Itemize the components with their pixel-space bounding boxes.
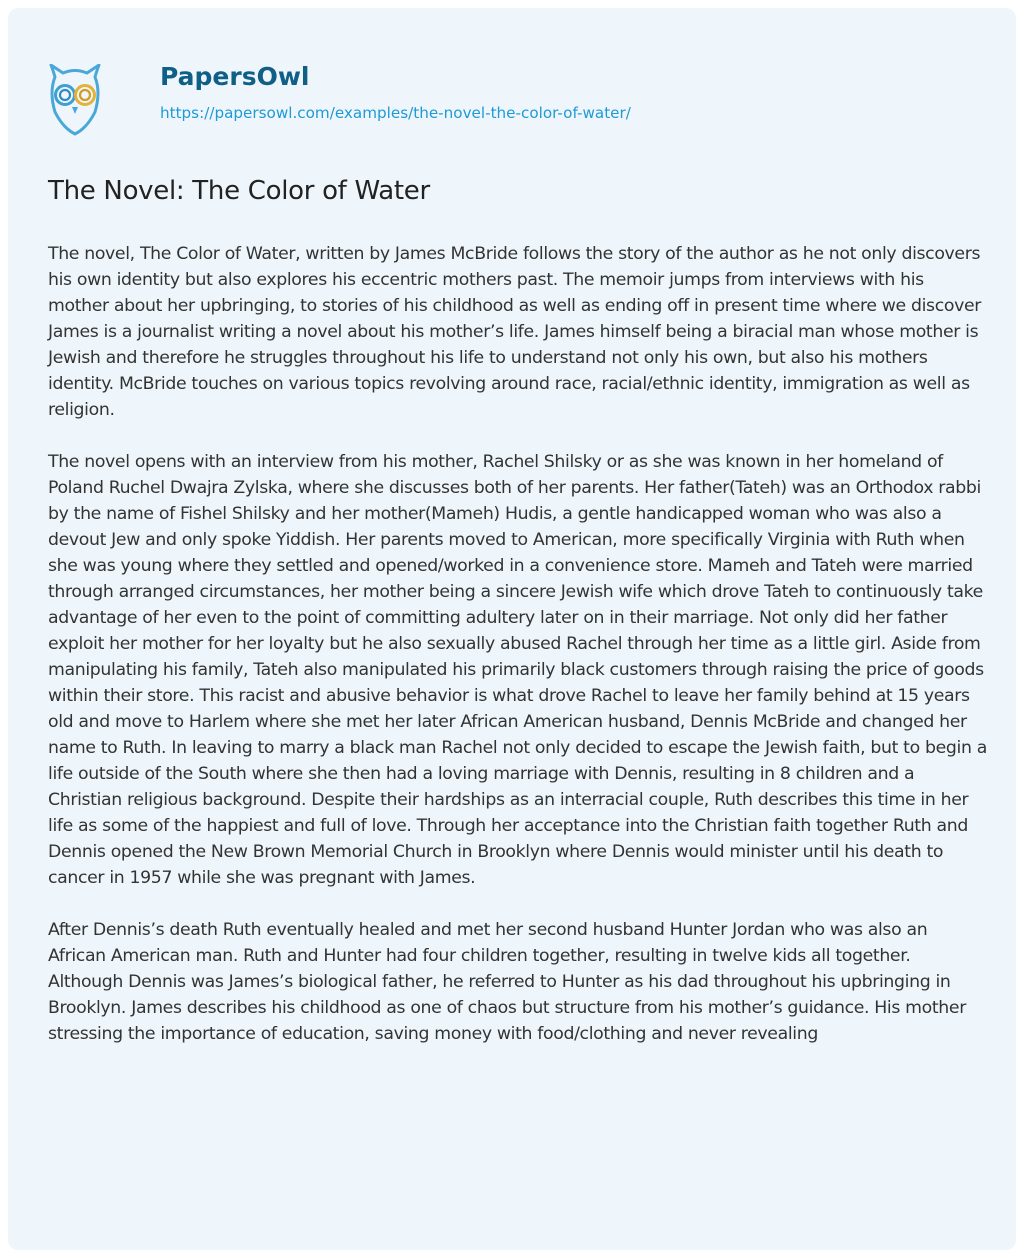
paragraph: After Dennis’s death Ruth eventually healed and met her second husband Hunter Jordan who was also an African American man. Ruth and Hunter had four children together, resulting in twelve kids all together. Although Dennis was James’s biological father, he referred to Hunter as his dad throughout his upbringing in Brooklyn. James describes his childhood as one of chaos but structure from his mother’s guidance. His mother stressing the importance of education, saving money with food/clothing and never revealing	[48, 920, 966, 1044]
paragraph: The novel opens with an interview from his mother, Rachel Shilsky or as she was known in her homeland of Poland Ruchel Dwajra Zylska, where she discusses both of her parents. Her father(Tateh) was an Orthodox rabbi by the name of Fishel Shilsky and her mother(Mameh) Hudis, a gentle handicapped woman who was also a devout Jew and only spoke Yiddish. Her parents moved to American, more specifically Virginia with Ruth when she was young where they settled and opened/worked in a convenience store. Mameh and Tateh were married through arranged circumstances, her mother being a sincere Jewish wife which drove Tateh to continuously take advantage of her even to the point of committing adultery later on in their marriage. Not only did her father exploit her mother for her loyalty but he also sexually abused Rachel through her time as a little girl. Aside from manipulating his family, Tateh also manipulated his primarily black customers through raising the price of goods within their store. This racist and abusive behavior is what drove Rachel to leave her family behind at 15 years old and move to Harlem where she met her later African American husband, Dennis McBride and changed her name to Ruth. In leaving to marry a black man Rachel not only decided to escape the Jewish faith, but to begin a life outside of the South where she then had a loving marriage with Dennis, resulting in 8 children and a Christian religious background. Despite their hardships as an interracial couple, Ruth describes this time in her life as some of the happiest and full of love. Through her acceptance into the Christian faith together Ruth and Dennis opened the New Brown Memorial Church in Brooklyn where Dennis would minister until his death to cancer in 1957 while she was pregnant with James.	[48, 452, 987, 888]
essay-page	[8, 8, 1016, 1250]
brand-name[interactable]: PapersOwl	[160, 62, 310, 91]
owl-logo-icon	[48, 64, 102, 136]
essay-body	[48, 241, 988, 1073]
source-url-link[interactable]: https://papersowl.com/examples/the-novel-the-color-of-water/	[160, 104, 631, 122]
page-title: The Novel: The Color of Water	[48, 176, 430, 206]
paragraph: The novel, The Color of Water, written by James McBride follows the story of the author as he not only discovers his own identity but also explores his eccentric mothers past. The memoir jumps from interviews with his mother about her upbringing, to stories of his childhood as well as ending off in present time where we discover James is a journalist writing a novel about his mother’s life. James himself being a biracial man whose mother is Jewish and therefore he struggles throughout his life to understand not only his own, but also his mothers identity. McBride touches on various topics revolving around race, racial/ethnic identity, immigration as well as religion.	[48, 244, 981, 420]
